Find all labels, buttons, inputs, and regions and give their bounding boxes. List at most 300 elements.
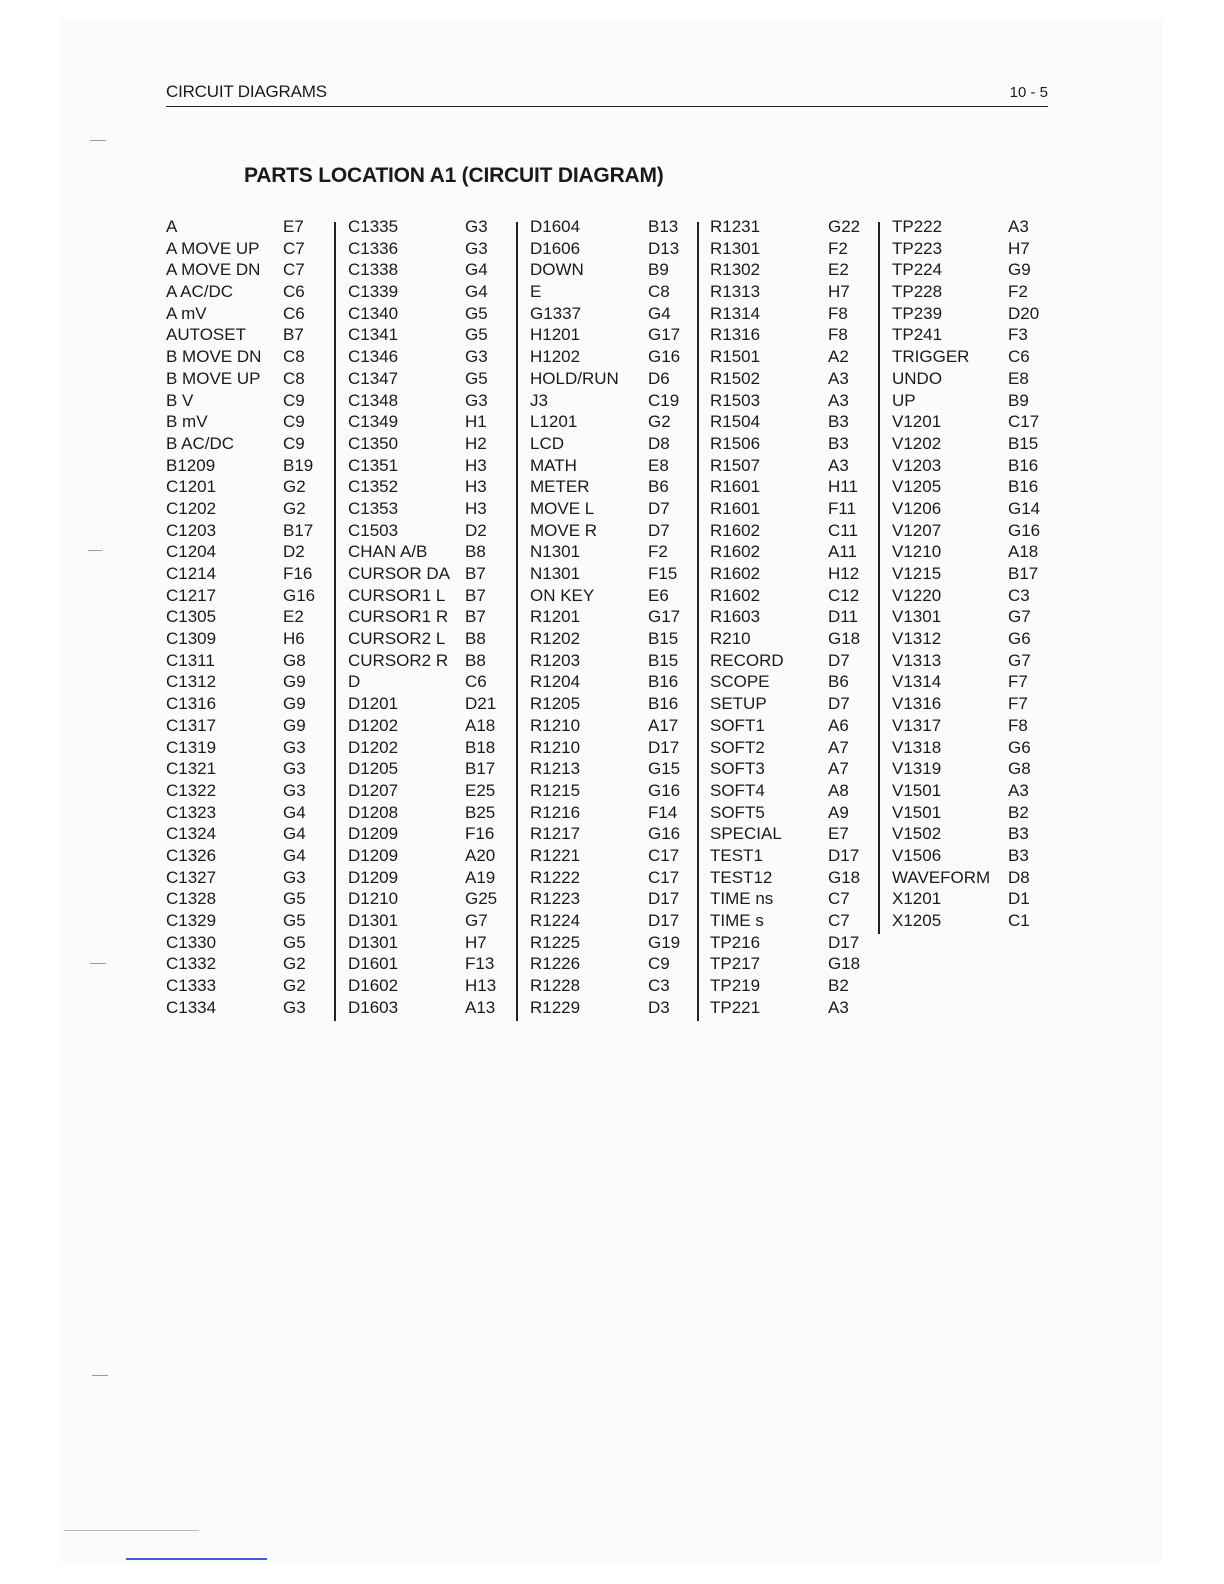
part-name: C1324	[166, 824, 217, 844]
part-location: H6	[283, 629, 305, 649]
part-location: G2	[648, 412, 671, 432]
part-name: C1346	[348, 347, 399, 367]
part-location: F16	[465, 824, 495, 844]
part-location: B7	[465, 607, 486, 627]
part-name: C1332	[166, 954, 217, 974]
part-name: D	[348, 672, 361, 692]
part-name: TP239	[892, 303, 943, 323]
part-location: G15	[648, 759, 681, 779]
part-name: C1503	[348, 520, 399, 540]
part-location: G19	[648, 932, 681, 952]
part-name: C1333	[166, 976, 217, 996]
part-location: G2	[283, 976, 306, 996]
column-divider	[334, 222, 336, 1021]
part-location: A18	[465, 715, 496, 735]
part-location: G16	[648, 780, 681, 800]
part-location: D17	[648, 911, 680, 930]
part-location: C11	[828, 520, 858, 540]
part-location: C17	[1008, 412, 1040, 432]
part-name: R1204	[530, 672, 581, 692]
page-title: PARTS LOCATION A1 (CIRCUIT DIAGRAM)	[244, 164, 664, 187]
part-location: B19	[283, 455, 314, 475]
part-location: B15	[648, 650, 679, 670]
part-location: C9	[283, 412, 305, 432]
part-name: R1221	[530, 845, 581, 865]
part-location: B17	[283, 520, 314, 540]
part-name: R1213	[530, 759, 581, 779]
part-location: F8	[828, 303, 848, 323]
part-location: H13	[465, 976, 497, 996]
part-name: V1301	[892, 607, 942, 627]
part-name: D1606	[530, 238, 581, 258]
part-name: SOFT2	[710, 737, 765, 757]
part-location: A20	[465, 845, 496, 865]
part-name: C1323	[166, 802, 217, 822]
part-location: G3	[283, 759, 306, 779]
part-name: C1312	[166, 672, 217, 692]
part-location: G4	[283, 802, 306, 822]
part-location: B13	[648, 217, 679, 236]
part-name: AUTOSET	[166, 325, 246, 345]
part-name: SETUP	[710, 694, 767, 714]
part-location: A2	[828, 347, 849, 367]
part-name: L1201	[530, 412, 578, 432]
part-location: C19	[648, 390, 680, 410]
part-name: C1330	[166, 932, 217, 952]
part-location: H3	[465, 477, 487, 497]
part-name: D1601	[348, 954, 399, 974]
page-number: 10 - 5	[1009, 84, 1048, 101]
part-name: V1506	[892, 845, 942, 865]
part-name: TP224	[892, 260, 943, 280]
part-name: D1209	[348, 824, 399, 844]
part-name: R1602	[710, 520, 761, 540]
part-name: R1224	[530, 911, 581, 930]
part-name: CHAN A/B	[348, 542, 428, 562]
part-location: G5	[283, 932, 306, 952]
part-location: A3	[828, 390, 849, 410]
part-location: G18	[828, 867, 861, 887]
part-name: D1205	[348, 759, 399, 779]
scan-mark	[90, 963, 106, 964]
part-name: MOVE R	[530, 520, 598, 540]
part-name: C1202	[166, 498, 217, 518]
part-name: D1207	[348, 780, 399, 800]
part-name: MOVE L	[530, 498, 595, 518]
part-name: D1602	[348, 976, 399, 996]
part-name: V1207	[892, 520, 942, 540]
part-name: C1347	[348, 368, 399, 388]
part-location: D2	[465, 520, 487, 540]
part-name: C1321	[166, 759, 217, 779]
part-location: G4	[283, 845, 306, 865]
part-location: D7	[828, 694, 850, 714]
part-name: TEST12	[710, 867, 773, 887]
part-location: C3	[1008, 585, 1030, 605]
part-location: C9	[648, 954, 670, 974]
part-name: D1210	[348, 889, 399, 909]
part-location: D17	[648, 889, 680, 909]
part-location: C7	[828, 889, 850, 909]
part-location: B7	[283, 325, 304, 345]
part-name: C1214	[166, 564, 217, 583]
part-location: C9	[283, 433, 305, 453]
part-location: B2	[828, 976, 849, 996]
part-name: V1202	[892, 433, 942, 453]
part-location: C1	[1008, 911, 1030, 930]
part-location: G3	[283, 780, 306, 800]
part-name: R1228	[530, 976, 581, 996]
part-location: B3	[1008, 845, 1029, 865]
part-name: C1341	[348, 325, 399, 345]
part-name: DOWN	[530, 260, 584, 280]
part-location: H7	[1008, 238, 1030, 258]
part-name: A AC/DC	[166, 282, 234, 302]
part-location: D21	[465, 694, 497, 714]
part-name: R1231	[710, 217, 761, 236]
part-name: C1340	[348, 303, 399, 323]
part-name: V1206	[892, 498, 942, 518]
part-name: SOFT5	[710, 802, 765, 822]
part-location: E2	[283, 607, 304, 627]
part-location: G2	[283, 498, 306, 518]
part-name: V1319	[892, 759, 942, 779]
part-name: TP241	[892, 325, 943, 345]
part-location: F7	[1008, 672, 1028, 692]
part-name: R1314	[710, 303, 761, 323]
part-name: R1601	[710, 498, 761, 518]
part-name: R1602	[710, 564, 761, 583]
part-location: A7	[828, 737, 849, 757]
part-name: C1336	[348, 238, 399, 258]
scan-mark	[92, 1375, 108, 1376]
part-name: N1301	[530, 564, 581, 583]
part-location: G5	[465, 303, 488, 323]
part-name: V1312	[892, 629, 942, 649]
scan-mark	[64, 1530, 199, 1531]
part-name: D1301	[348, 932, 399, 952]
part-location: G22	[828, 217, 861, 236]
part-location: C17	[648, 867, 680, 887]
part-location: B6	[648, 477, 669, 497]
part-location: B15	[1008, 433, 1039, 453]
part-location: G9	[283, 715, 306, 735]
part-location: F14	[648, 802, 678, 822]
part-name: B MOVE UP	[166, 368, 261, 388]
part-location: G4	[283, 824, 306, 844]
part-location: H3	[465, 455, 487, 475]
part-location: G16	[648, 347, 681, 367]
part-name: A mV	[166, 303, 207, 323]
part-name: V1203	[892, 455, 942, 475]
part-location: D20	[1008, 303, 1040, 323]
part-location: A3	[1008, 217, 1029, 236]
part-name: SOFT3	[710, 759, 765, 779]
part-name: R1210	[530, 715, 581, 735]
part-location: G17	[648, 607, 681, 627]
part-location: A9	[828, 802, 849, 822]
part-location: C8	[283, 368, 305, 388]
part-location: C8	[648, 282, 670, 302]
part-name: C1339	[348, 282, 399, 302]
part-location: D6	[648, 368, 670, 388]
part-name: RECORD	[710, 650, 784, 670]
part-name: UNDO	[892, 368, 943, 388]
part-location: D17	[828, 845, 860, 865]
part-name: B AC/DC	[166, 433, 235, 453]
part-location: H3	[465, 498, 487, 518]
part-name: R1202	[530, 629, 581, 649]
part-name: V1220	[892, 585, 942, 605]
part-location: G6	[1008, 629, 1031, 649]
part-location: F7	[1008, 694, 1028, 714]
part-location: G18	[828, 629, 861, 649]
part-name: C1351	[348, 455, 399, 475]
part-location: B15	[648, 629, 679, 649]
part-name: SOFT1	[710, 715, 765, 735]
part-name: R1222	[530, 867, 581, 887]
part-location: F2	[648, 542, 668, 562]
part-name: D1202	[348, 737, 399, 757]
part-name: C1204	[166, 542, 217, 562]
part-name: C1311	[166, 650, 215, 670]
part-location: G17	[648, 325, 681, 345]
part-location: G6	[1008, 737, 1031, 757]
part-location: G5	[283, 889, 306, 909]
part-name: B MOVE DN	[166, 347, 262, 367]
part-location: A3	[828, 368, 849, 388]
part-name: V1201	[892, 412, 942, 432]
part-location: C6	[465, 672, 487, 692]
part-location: G4	[465, 282, 488, 302]
part-name: CURSOR1 R	[348, 607, 449, 627]
part-name: V1318	[892, 737, 942, 757]
column-divider	[516, 222, 518, 1021]
part-name: X1205	[892, 911, 942, 930]
part-name: R1217	[530, 824, 581, 844]
part-location: E7	[828, 824, 849, 844]
part-location: G7	[465, 911, 488, 930]
part-location: G9	[283, 672, 306, 692]
part-name: SCOPE	[710, 672, 770, 692]
part-name: C1317	[166, 715, 217, 735]
part-location: A7	[828, 759, 849, 779]
column-divider	[697, 222, 699, 1021]
parts-location-table	[166, 216, 1066, 1016]
part-name: G1337	[530, 303, 582, 323]
part-location: F13	[465, 954, 495, 974]
part-name: D1209	[348, 845, 399, 865]
part-name: C1322	[166, 780, 217, 800]
part-name: R1215	[530, 780, 581, 800]
part-location: C6	[1008, 347, 1030, 367]
part-name: TP216	[710, 932, 761, 952]
part-location: B7	[465, 564, 486, 583]
part-name: R1225	[530, 932, 581, 952]
part-name: C1328	[166, 889, 217, 909]
part-name: A MOVE DN	[166, 260, 261, 280]
part-location: G16	[283, 585, 316, 605]
part-name: V1317	[892, 715, 942, 735]
part-location: D7	[648, 520, 670, 540]
part-location: H11	[828, 477, 858, 497]
part-name: B1209	[166, 455, 216, 475]
part-location: G5	[465, 325, 488, 345]
part-name: C1326	[166, 845, 217, 865]
part-name: B mV	[166, 412, 208, 432]
part-location: C7	[283, 238, 305, 258]
part-name: N1301	[530, 542, 581, 562]
part-name: J3	[530, 390, 548, 410]
part-location: B16	[1008, 455, 1039, 475]
part-location: E6	[648, 585, 669, 605]
part-location: E2	[828, 260, 849, 280]
part-location: G3	[283, 737, 306, 757]
part-name: D1301	[348, 911, 399, 930]
part-location: G9	[1008, 260, 1031, 280]
part-name: TIME s	[710, 911, 764, 930]
part-name: R1602	[710, 542, 761, 562]
part-name: V1316	[892, 694, 942, 714]
part-location: F8	[1008, 715, 1028, 735]
part-name: TRIGGER	[892, 347, 970, 367]
part-name: R1205	[530, 694, 581, 714]
part-name: TP223	[892, 238, 943, 258]
part-name: X1201	[892, 889, 942, 909]
part-location: G8	[1008, 759, 1031, 779]
part-location: B3	[828, 412, 849, 432]
part-location: A19	[465, 867, 496, 887]
part-name: ON KEY	[530, 585, 595, 605]
part-location: B17	[465, 759, 496, 779]
part-location: B9	[648, 260, 669, 280]
part-name: LCD	[530, 433, 565, 453]
part-name: D1202	[348, 715, 399, 735]
part-name: TEST1	[710, 845, 763, 865]
part-name: SOFT4	[710, 780, 765, 800]
part-location: H2	[465, 433, 487, 453]
part-location: F2	[1008, 282, 1028, 302]
part-location: B3	[1008, 824, 1029, 844]
scan-mark	[90, 140, 106, 141]
part-name: R1302	[710, 260, 761, 280]
part-name: D1209	[348, 867, 399, 887]
part-location: C7	[283, 260, 305, 280]
part-location: E25	[465, 780, 496, 800]
part-name: C1349	[348, 412, 399, 432]
part-location: D7	[828, 650, 850, 670]
part-location: G25	[465, 889, 498, 909]
part-location: H7	[465, 932, 487, 952]
part-location: D1	[1008, 889, 1030, 909]
part-location: F3	[1008, 325, 1028, 345]
part-location: D2	[283, 542, 305, 562]
part-name: V1501	[892, 780, 942, 800]
part-name: R1506	[710, 433, 761, 453]
part-location: G9	[283, 694, 306, 714]
part-name: R1301	[710, 238, 761, 258]
part-name: UP	[892, 390, 916, 410]
part-location: D17	[828, 932, 860, 952]
part-location: F16	[283, 564, 313, 583]
part-name: C1316	[166, 694, 217, 714]
part-location: A6	[828, 715, 849, 735]
part-name: D1201	[348, 694, 399, 714]
part-name: C1350	[348, 433, 399, 453]
part-location: H1	[465, 412, 487, 432]
part-location: D17	[648, 737, 680, 757]
part-name: V1501	[892, 802, 942, 822]
part-name: MATH	[530, 455, 577, 475]
part-location: A8	[828, 780, 849, 800]
part-name: R1507	[710, 455, 761, 475]
part-location: A13	[465, 997, 496, 1017]
part-name: C1329	[166, 911, 217, 930]
part-name: SPECIAL	[710, 824, 782, 844]
part-location: G7	[1008, 607, 1031, 627]
part-location: B7	[465, 585, 486, 605]
part-name: R210	[710, 629, 751, 649]
part-name: E	[530, 282, 542, 302]
part-location: C6	[283, 303, 305, 323]
part-location: B8	[465, 650, 486, 670]
part-name: D1208	[348, 802, 399, 822]
part-location: G3	[465, 347, 488, 367]
part-location: C17	[648, 845, 680, 865]
part-name: H1201	[530, 325, 581, 345]
part-name: R1501	[710, 347, 761, 367]
part-location: B17	[1008, 564, 1039, 583]
part-name: WAVEFORM	[892, 867, 991, 887]
part-name: TIME ns	[710, 889, 774, 909]
part-name: R1226	[530, 954, 581, 974]
part-location: G4	[465, 260, 488, 280]
part-name: R1216	[530, 802, 581, 822]
part-name: V1502	[892, 824, 942, 844]
part-location: G3	[465, 390, 488, 410]
part-name: V1314	[892, 672, 942, 692]
part-name: R1502	[710, 368, 761, 388]
part-name: TP219	[710, 976, 761, 996]
part-location: G3	[465, 238, 488, 258]
part-location: B8	[465, 542, 486, 562]
part-location: D11	[828, 607, 858, 627]
part-name: R1603	[710, 607, 761, 627]
part-name: C1305	[166, 607, 217, 627]
part-name: R1229	[530, 997, 581, 1017]
part-location: E7	[283, 217, 304, 236]
part-location: B18	[465, 737, 496, 757]
part-name: TP222	[892, 217, 943, 236]
section-title: CIRCUIT DIAGRAMS	[166, 82, 327, 101]
part-name: R1503	[710, 390, 761, 410]
part-location: B6	[828, 672, 849, 692]
part-name: V1205	[892, 477, 942, 497]
part-location: G2	[283, 954, 306, 974]
part-name: R1203	[530, 650, 581, 670]
part-name: A	[166, 217, 178, 236]
part-location: H12	[828, 564, 860, 583]
part-name: C1201	[166, 477, 217, 497]
part-location: F2	[828, 238, 848, 258]
part-location: G4	[648, 303, 671, 323]
part-name: C1334	[166, 997, 217, 1017]
part-location: B25	[465, 802, 496, 822]
part-location: G18	[828, 954, 861, 974]
part-name: TP217	[710, 954, 761, 974]
part-location: D3	[648, 997, 670, 1017]
part-location: B2	[1008, 802, 1029, 822]
